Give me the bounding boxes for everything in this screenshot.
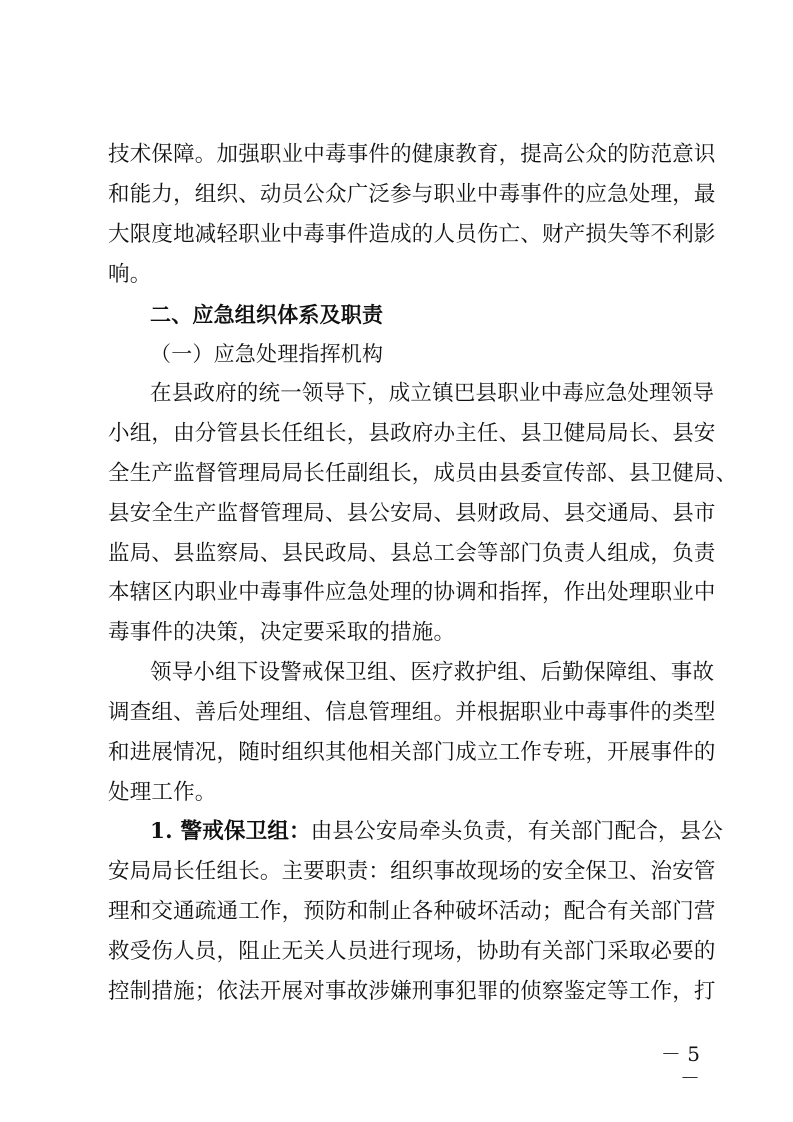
body-text-line: 毒事件的决策，决定要采取的措施。 — [108, 620, 456, 645]
section-heading: 二、应急组织体系及职责 — [150, 303, 384, 327]
page-number: － 5 － — [660, 1042, 700, 1090]
list-item-line — [150, 819, 724, 845]
body-text-line: 响。 — [108, 262, 152, 287]
list-item-label: 1. 警戒保卫组： — [150, 819, 311, 844]
body-text-line: 领导小组下设警戒保卫组、医疗救护组、后勤保障组、事故 — [150, 660, 715, 685]
body-text-line: 和进展情况，随时组织其他相关部门成立工作专班，开展事件的 — [108, 740, 716, 765]
body-text-line: 调查组、善后处理组、信息管理组。并根据职业中毒事件的类型 — [108, 700, 716, 725]
body-text-line: 控制措施；依法开展对事故涉嫌刑事犯罪的侦察鉴定等工作，打 — [108, 979, 716, 1004]
body-text-line: 小组，由分管县长任组长，县政府办主任、县卫健局局长、县安 — [108, 421, 716, 446]
subsection-heading: （一）应急处理指挥机构 — [150, 342, 384, 366]
body-text-line: 理和交通疏通工作，预防和制止各种破坏活动；配合有关部门营 — [108, 899, 716, 924]
body-text-line: 本辖区内职业中毒事件应急处理的协调和指挥，作出处理职业中 — [108, 580, 716, 605]
body-text-line: 在县政府的统一领导下，成立镇巴县职业中毒应急处理领导 — [150, 381, 715, 406]
body-text-line: 和能力，组织、动员公众广泛参与职业中毒事件的应急处理，最 — [108, 182, 716, 207]
body-text-line: 监局、县监察局、县民政局、县总工会等部门负责人组成，负责 — [108, 541, 716, 566]
body-text-line: 技术保障。加强职业中毒事件的健康教育，提高公众的防范意识 — [108, 142, 716, 167]
body-text-line: 全生产监督管理局局长任副组长，成员由县委宣传部、县卫健局、 — [108, 461, 738, 486]
body-text-line: 救受伤人员，阻止无关人员进行现场，协助有关部门采取必要的 — [108, 939, 716, 964]
body-text-line: 县安全生产监督管理局、县公安局、县财政局、县交通局、县市 — [108, 501, 716, 526]
body-text-line: 安局局长任组长。主要职责：组织事故现场的安全保卫、治安管 — [108, 859, 716, 884]
list-item-text: 由县公安局牵头负责，有关部门配合，县公 — [310, 819, 724, 844]
body-text-line: 大限度地减轻职业中毒事件造成的人员伤亡、财产损失等不利影 — [108, 222, 716, 247]
body-text-line: 处理工作。 — [108, 780, 217, 805]
